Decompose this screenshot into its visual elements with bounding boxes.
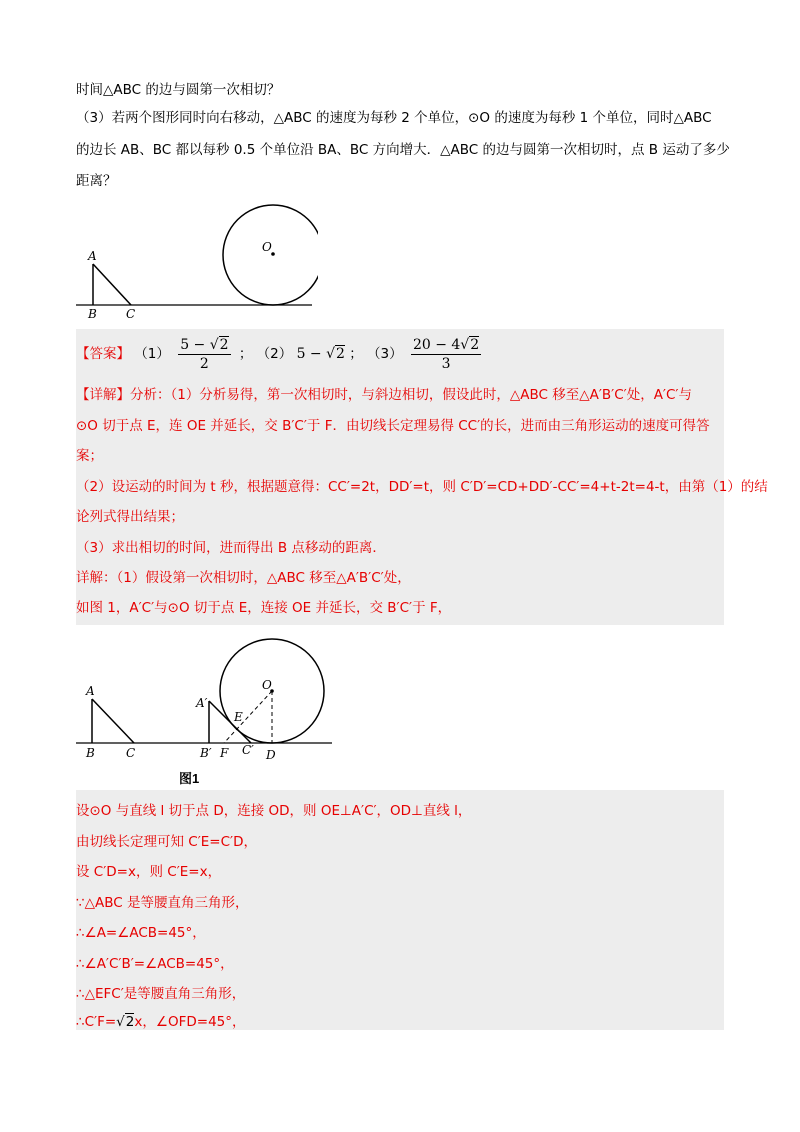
circle-o (223, 205, 318, 305)
answer-3-fraction: $\frac{20 - 4√2}{3}$ (412, 336, 480, 372)
solution-line: 设 C′D=x，则 C′E=x， (76, 864, 222, 880)
question-line: 时间△ABC 的边与圆第一次相切？ (76, 82, 281, 98)
question-line: 距离？ (76, 173, 117, 189)
solution-line: 设⊙O 与直线 l 切于点 D，连接 OD，则 OE⊥A′C′，OD⊥直线 l， (76, 803, 472, 819)
segment-ac (93, 264, 131, 305)
label-a: A (86, 684, 95, 698)
answer-2: 5 − √2 (296, 346, 345, 362)
analysis-line: 案； (76, 448, 103, 464)
solution-line: ∵△ABC 是等腰直角三角形， (76, 895, 249, 911)
label-d: D (266, 748, 276, 762)
analysis-line: ⊙O 切于点 E，连 OE 并延长，交 B′C′于 F．由切线长定理易得 CC′的长，进而由三角形运动的速度可得答 (76, 418, 710, 434)
label-c1: C′ (242, 743, 254, 757)
figure-caption: 图1 (179, 771, 200, 786)
part-3-label: （3） (367, 346, 403, 362)
figure-1 (76, 631, 332, 785)
solution-line: ∴∠A=∠ACB=45°， (76, 925, 206, 941)
analysis-line: （3）求出相切的时间，进而得出 B 点移动的距离． (76, 540, 386, 556)
analysis-line: 论列式得出结果； (76, 509, 184, 525)
analysis-line: 【详解】分析：（1）分析易得，第一次相切时，与斜边相切，假设此时，△ABC 移至△A′B′C′处，A′C′与 (76, 387, 692, 403)
answer-tag: 【答案】 (76, 346, 130, 362)
part-2-label: （2） (256, 346, 293, 362)
figure-1-drawing (76, 631, 332, 785)
solution-line: 由切线长定理可知 C′E=C′D， (76, 834, 258, 850)
answer-1-fraction: $\frac{5 - √2}{2}$ (180, 336, 229, 372)
label-c: C (126, 307, 136, 321)
question-line: （3）若两个图形同时向右移动，△ABC 的速度为每秒 2 个单位，⊙O 的速度为每秒 1 个单位，同时△ABC (76, 110, 712, 126)
label-c: C (126, 746, 136, 760)
segment-of (224, 691, 272, 743)
analysis-tag: 【详解】 (76, 387, 130, 403)
analysis-line: （2）设运动的时间为 t 秒，根据题意得：CC′=2t，DD′=t，则 C′D′=CD+DD′-CC′=4+t-2t=4-t，由第（1）的结 (76, 479, 768, 495)
solution-line: ∴△EFC′是等腰直角三角形， (76, 986, 246, 1002)
label-o: O (262, 240, 272, 254)
label-b: B (86, 746, 95, 760)
analysis-line: 如图 1，A′C′与⊙O 切于点 E，连接 OE 并延长，交 B′C′于 F， (76, 600, 452, 616)
label-f: F (220, 746, 229, 760)
segment-ac (92, 699, 134, 743)
answer-line: 【答案】 （1） $\frac{5 - √2}{2}$ ； （2） 5 − √2 ； （3） $\frac{20 - 4√2}{3}$ (76, 336, 480, 372)
label-a: A (88, 249, 97, 263)
label-b1: B′ (200, 746, 212, 760)
part-1-label: （1） (134, 346, 170, 362)
solution-line: ∴∠A′C′B′=∠ACB=45°， (76, 956, 234, 972)
label-e: E (234, 710, 243, 724)
question-figure (76, 200, 318, 325)
label-o: O (262, 678, 272, 692)
solution-line: ∴C′F=√2x，∠OFD=45°， (76, 1014, 246, 1030)
label-b: B (88, 307, 97, 321)
analysis-line: 详解：（1）假设第一次相切时，△ABC 移至△A′B′C′处， (76, 570, 411, 586)
question-line: 的边长 AB、BC 都以每秒 0.5 个单位沿 BA、BC 方向增大．△ABC 的边与圆第一次相切时，点 B 运动了多少 (76, 142, 730, 158)
label-a1: A′ (196, 696, 208, 710)
